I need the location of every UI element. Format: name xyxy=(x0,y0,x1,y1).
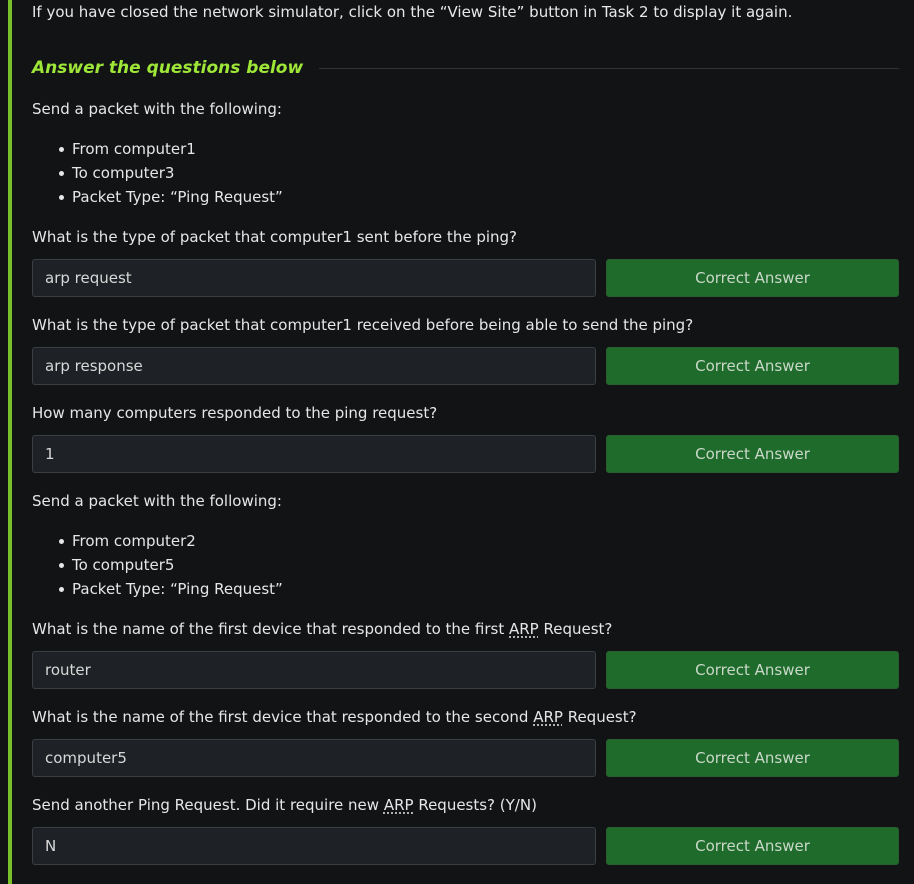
list-item: Packet Type: “Ping Request” xyxy=(32,580,283,604)
question-text: How many computers responded to the ping request? xyxy=(32,404,438,422)
correct-answer-button[interactable]: Correct Answer xyxy=(606,347,899,385)
question-text xyxy=(32,708,637,726)
question-text-after: Requests? (Y/N) xyxy=(413,796,537,814)
question-text-before: What is the name of the first device that responded to the first xyxy=(32,620,509,638)
list-item: From computer1 xyxy=(32,140,283,164)
correct-answer-button[interactable]: Correct Answer xyxy=(606,827,899,865)
answer-row xyxy=(32,739,899,777)
answer-row xyxy=(32,651,899,689)
answer-input[interactable] xyxy=(32,259,596,297)
answer-row xyxy=(32,347,899,385)
packet-details-list xyxy=(32,532,283,604)
list-item: From computer2 xyxy=(32,532,283,556)
question-text: What is the type of packet that computer1 received before being able to send the ping? xyxy=(32,316,694,334)
task-accent-bar xyxy=(8,0,12,884)
arp-abbreviation[interactable]: ARP xyxy=(509,620,539,638)
correct-answer-button[interactable]: Correct Answer xyxy=(606,651,899,689)
answer-input[interactable] xyxy=(32,651,596,689)
correct-answer-button[interactable]: Correct Answer xyxy=(606,435,899,473)
answer-input[interactable] xyxy=(32,435,596,473)
question-text xyxy=(32,796,537,814)
list-item: Packet Type: “Ping Request” xyxy=(32,188,283,212)
question-text-before: What is the name of the first device that responded to the second xyxy=(32,708,534,726)
answer-row xyxy=(32,827,899,865)
question-text: What is the type of packet that computer1 sent before the ping? xyxy=(32,228,517,246)
question-text xyxy=(32,620,612,638)
correct-answer-button[interactable]: Correct Answer xyxy=(606,739,899,777)
answer-input[interactable] xyxy=(32,739,596,777)
answer-input[interactable] xyxy=(32,827,596,865)
question-text-after: Request? xyxy=(562,708,637,726)
arp-abbreviation[interactable]: ARP xyxy=(383,796,414,814)
section-title: Answer the questions below xyxy=(32,58,304,78)
questions-section-header xyxy=(32,56,899,80)
question-text-before: Send another Ping Request. Did it require new xyxy=(32,796,384,814)
question-text-after: Request? xyxy=(538,620,613,638)
packet-details-list xyxy=(32,140,283,212)
answer-row xyxy=(32,259,899,297)
send-packet-instruction: Send a packet with the following: xyxy=(32,100,282,118)
list-item: To computer5 xyxy=(32,556,283,580)
arp-abbreviation[interactable]: ARP xyxy=(533,708,563,726)
answer-row xyxy=(32,435,899,473)
correct-answer-button[interactable]: Correct Answer xyxy=(606,259,899,297)
list-item: To computer3 xyxy=(32,164,283,188)
intro-text: If you have closed the network simulator, click on the “View Site” button in Task 2 to display it again. xyxy=(32,3,793,21)
section-divider xyxy=(319,68,899,69)
send-packet-instruction: Send a packet with the following: xyxy=(32,492,282,510)
answer-input[interactable] xyxy=(32,347,596,385)
